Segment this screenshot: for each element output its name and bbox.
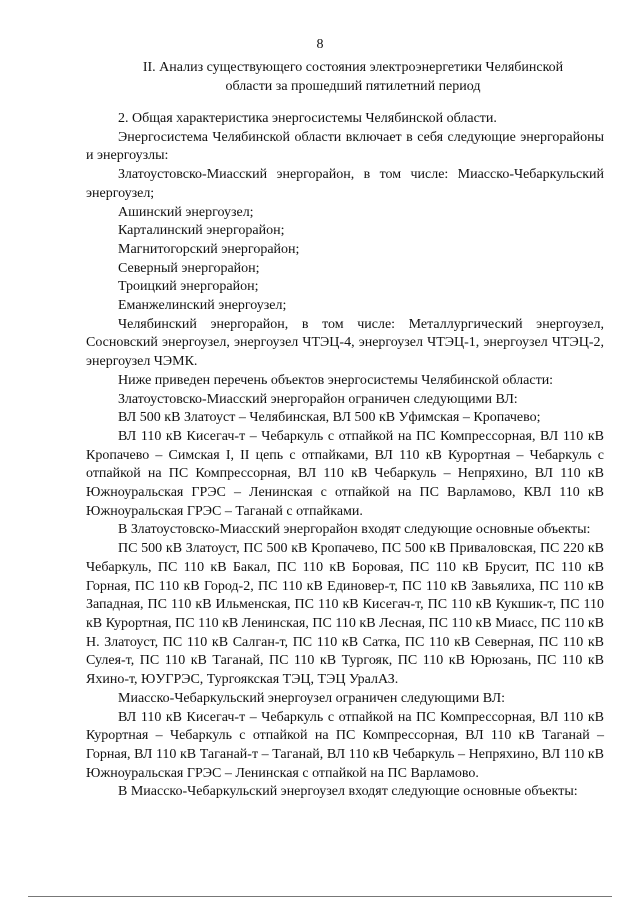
list-item: Ашинский энергоузел; [118,204,254,220]
list-item: Северный энергорайон; [118,260,260,276]
bottom-edge-line [28,896,612,897]
paragraph: ВЛ 500 кВ Златоуст – Челябинская, ВЛ 500 кВ Уфимская – Кропачево; [118,410,541,426]
paragraph: Миасско-Чебаркульский энергоузел ограничен следующими ВЛ: [118,690,505,706]
list-item: Еманжелинский энергоузел; [118,298,287,314]
page-number: 8 [316,37,324,52]
paragraph: В Миасско-Чебаркульский энергоузел входят следующие основные объекты: [118,784,578,800]
paragraph: В Златоустовско-Миасский энергорайон входят следующие основные объекты: [118,522,591,538]
list-item: Челябинский энергорайон, в том числе: Металлургический энергоузел, Сосновский энергоузел, энергоузел ЧТЭЦ-4, энергоузел ЧТЭЦ-1, энергоузел ЧТЭЦ-2, энергоузел ЧЭМК. [86,316,604,370]
list-item: Троицкий энергорайон; [118,279,259,295]
list-item: Карталинский энергорайон; [118,223,285,239]
paragraph: ВЛ 110 кВ Кисегач-т – Чебаркуль с отпайкой на ПС Компрессорная, ВЛ 110 кВ Кропачево – Симская I, II цепь с отпайками, ВЛ 110 кВ Курортная – Чебаркуль с отпайкой на ПС Компрессорная, ВЛ 110 кВ Чебаркуль – Непряхино, ВЛ 110 кВ Южноуральская ГРЭС – Ленинская с отпайкой на ПС Варламово, КВЛ 110 кВ Южноуральская ГРЭС – Таганай с отпайками. [86,428,604,519]
list-item: Златоустовско-Миасский энергорайон, в том числе: Миасско-Чебаркульский энергоузел; [86,167,604,201]
subsection-heading: 2. Общая характеристика энергосистемы Челябинской области. [118,111,497,126]
paragraph: Златоустовско-Миасский энергорайон ограничен следующими ВЛ: [118,391,518,407]
paragraph: ВЛ 110 кВ Кисегач-т – Чебаркуль с отпайкой на ПС Компрессорная, ВЛ 110 кВ Курортная – Чебаркуль с отпайкой на ПС Компрессорная, ВЛ 110 кВ Таганай – Горная, ВЛ 110 кВ Таганай-т – Таганай, ВЛ 110 кВ Чебаркуль – Непряхино, ВЛ 110 кВ Южноуральская ГРЭС – Ленинская с отпайкой на ПС Варламово. [86,709,604,781]
list-item: Магнитогорский энергорайон; [118,241,300,257]
document-body [86,110,604,802]
section-title: II. Анализ существующего состояния электроэнергетики Челябинской области за прошедший пятилетний период [142,60,564,94]
paragraph: ПС 500 кВ Златоуст, ПС 500 кВ Кропачево, ПС 500 кВ Приваловская, ПС 220 кВ Чебаркуль, ПС 110 кВ Бакал, ПС 110 кВ Боровая, ПС 110 кВ Брусит, ПС 110 кВ Горная, ПС 110 кВ Город-2, ПС 110 кВ Единовер-т, ПС 110 кВ Завьялиха, ПС 110 кВ Западная, ПС 110 кВ Ильменская, ПС 110 кВ Кисегач-т, ПС 110 кВ Кукшик-т, ПС 110 кВ Курортная, ПС 110 кВ Ленинская, ПС 110 кВ Лесная, ПС 110 кВ Миасс, ПС 110 кВ Н. Златоуст, ПС 110 кВ Салган-т, ПС 110 кВ Сатка, ПС 110 кВ Северная, ПС 110 кВ Сулея-т, ПС 110 кВ Таганай, ПС 110 кВ Тургояк, ПС 110 кВ Юрюзань, ПС 110 кВ Яхино-т, ЮУГРЭС, Тургоякская ТЭЦ, ТЭЦ УралАЗ. [86,541,604,688]
paragraph: Энергосистема Челябинской области включает в себя следующие энергорайоны и энергоузлы: [86,129,604,164]
paragraph: Ниже приведен перечень объектов энергосистемы Челябинской области: [118,372,554,388]
